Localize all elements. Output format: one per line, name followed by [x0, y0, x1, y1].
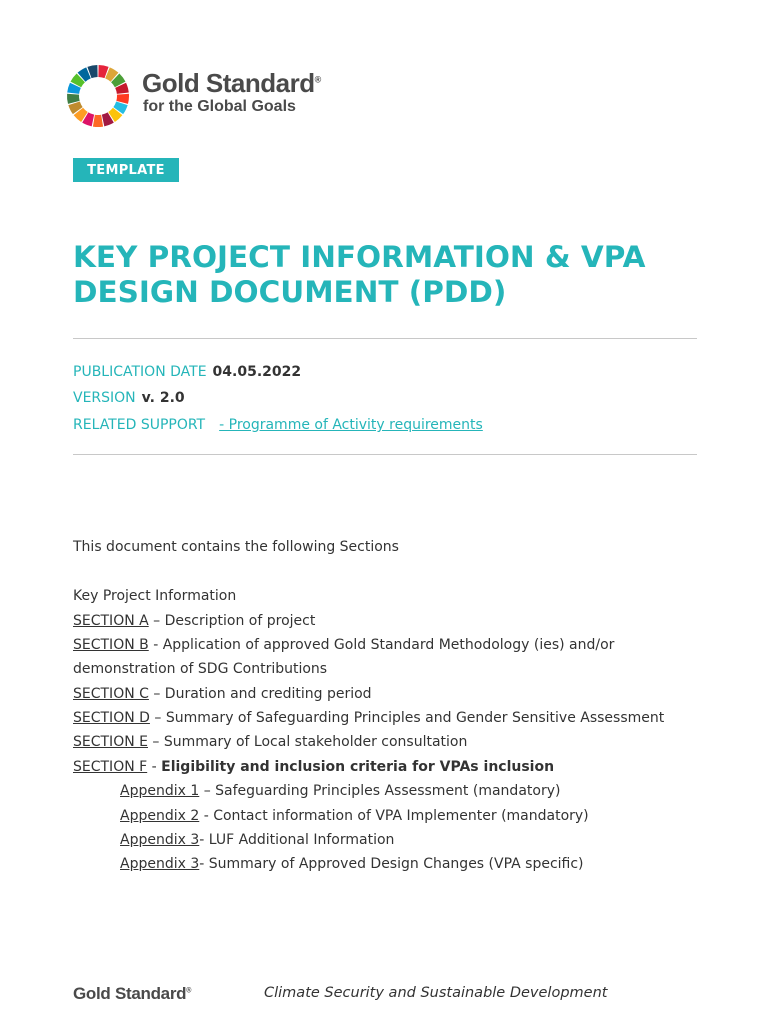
section-f-link[interactable]: SECTION F [73, 759, 148, 775]
appendix-2-link[interactable]: Appendix 2 [120, 808, 200, 824]
section-c-item: SECTION C – Duration and crediting period [73, 686, 372, 702]
appendix-3-link[interactable]: Appendix 3 [120, 832, 200, 848]
version-row [73, 390, 185, 406]
publication-date-row [73, 364, 301, 380]
section-e-link[interactable]: SECTION E [73, 734, 148, 750]
logo-tagline: for the Global Goals [143, 98, 296, 115]
version-label: VERSION [73, 390, 136, 406]
section-a-link[interactable]: SECTION A [73, 613, 149, 629]
poa-requirements-link[interactable]: - Programme of Activity requirements [219, 417, 483, 433]
title-line-1: KEY PROJECT INFORMATION & VPA [73, 240, 646, 274]
section-f-item: SECTION F - Eligibility and inclusion criteria for VPAs inclusion [73, 759, 555, 775]
section-b-item: SECTION B - Application of approved Gold Standard Methodology (ies) and/or [73, 637, 615, 653]
section-d-link[interactable]: SECTION D [73, 710, 150, 726]
title-line-2: DESIGN DOCUMENT (PDD) [73, 275, 507, 309]
template-badge: TEMPLATE [73, 158, 179, 182]
section-d-item: SECTION D – Summary of Safeguarding Principles and Gender Sensitive Assessment [73, 710, 665, 726]
appendix-1-link[interactable]: Appendix 1 [120, 783, 200, 799]
section-e-item: SECTION E – Summary of Local stakeholder consultation [73, 734, 468, 750]
appendix-2-item: Appendix 2 - Contact information of VPA Implementer (mandatory) [120, 808, 589, 824]
appendix-3b-item: Appendix 3- Summary of Approved Design Changes (VPA specific) [120, 856, 584, 872]
appendix-3-item: Appendix 3- LUF Additional Information [120, 832, 395, 848]
related-support-row [73, 417, 483, 433]
publication-date-label: PUBLICATION DATE [73, 364, 207, 380]
publication-date-value: 04.05.2022 [212, 364, 302, 380]
related-support-label: RELATED SUPPORT [73, 417, 206, 433]
appendix-3b-link[interactable]: Appendix 3 [120, 856, 200, 872]
intro-text: This document contains the following Sections [73, 539, 399, 555]
section-b-link[interactable]: SECTION B [73, 637, 149, 653]
section-c-link[interactable]: SECTION C [73, 686, 149, 702]
appendix-1-item: Appendix 1 – Safeguarding Principles Assessment (mandatory) [120, 783, 561, 799]
section-a-item: SECTION A – Description of project [73, 613, 316, 629]
logo-name: Gold Standard® [142, 68, 321, 98]
key-project-info: Key Project Information [73, 588, 237, 604]
footer-logo: Gold Standard® [73, 984, 192, 1003]
gold-standard-logo [66, 64, 366, 128]
divider-bottom [73, 454, 697, 455]
divider-top [73, 338, 697, 339]
version-value: v. 2.0 [141, 390, 185, 406]
sdg-wheel-icon [66, 64, 130, 128]
document-title [73, 240, 713, 310]
sdg-wheel-segment [93, 115, 103, 127]
footer-tagline: Climate Security and Sustainable Development [264, 985, 608, 1001]
section-b-continuation: demonstration of SDG Contributions [73, 661, 328, 677]
